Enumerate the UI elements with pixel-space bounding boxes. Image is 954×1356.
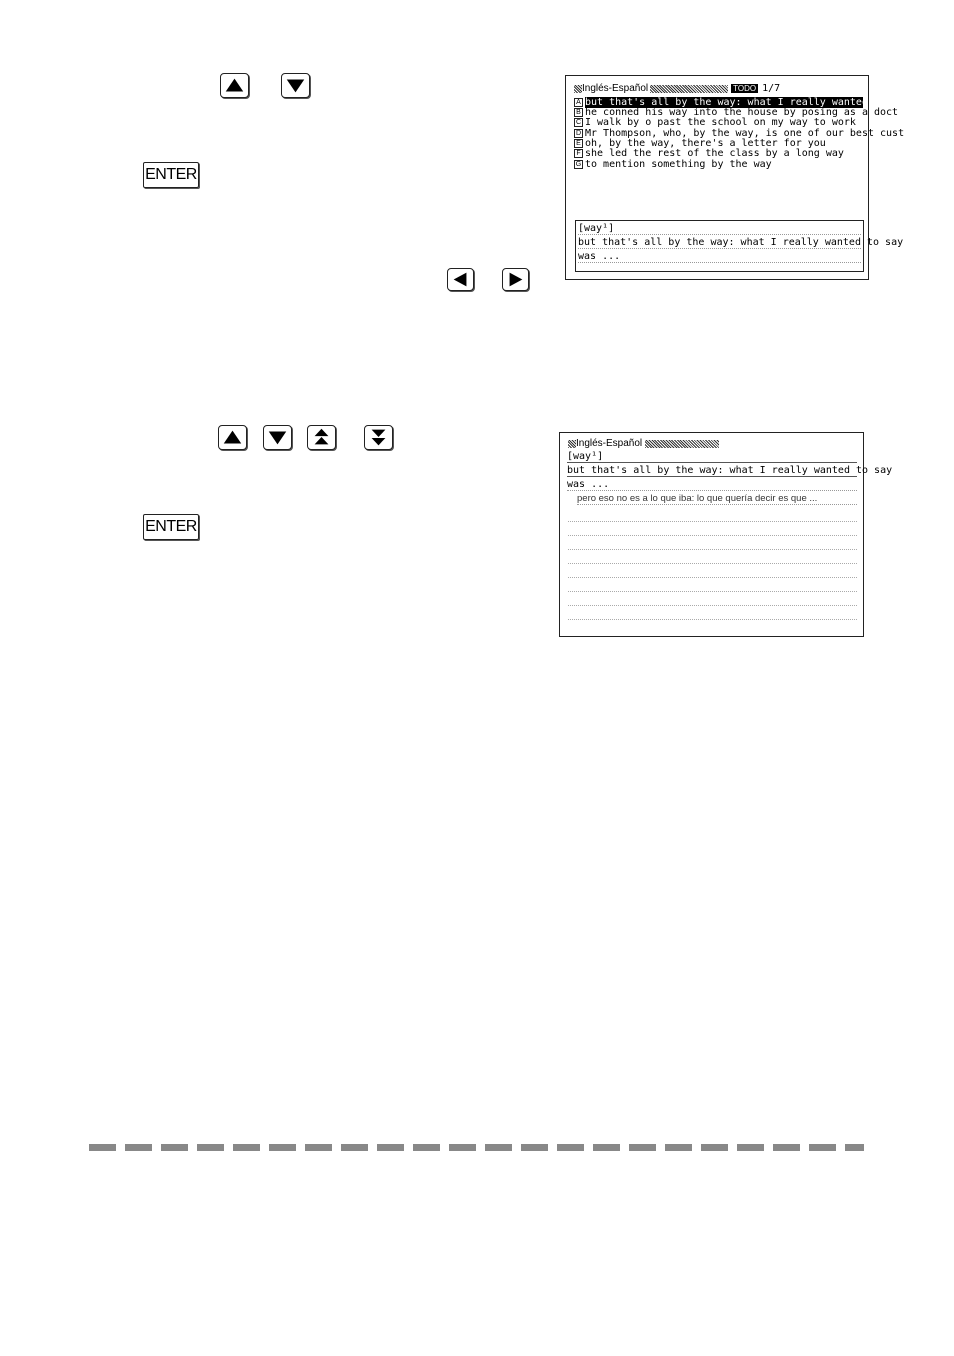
enter-key[interactable]: ENTER bbox=[143, 514, 199, 540]
list-item[interactable]: F she led the rest of the class by a long way bbox=[574, 148, 844, 159]
left-arrow-key[interactable] bbox=[447, 268, 474, 291]
hatch-decoration bbox=[650, 85, 728, 93]
triangle-up-icon bbox=[221, 74, 248, 97]
translation-line: pero eso no es a lo que iba: lo que quería decir es que ... bbox=[577, 493, 857, 505]
page-down-key[interactable] bbox=[364, 425, 393, 450]
divider bbox=[568, 521, 857, 522]
divider bbox=[568, 619, 857, 620]
screen2-titlebar bbox=[568, 438, 719, 449]
list-item[interactable]: A but that's all by the way: what I really wanted to say bbox=[574, 97, 863, 108]
divider bbox=[568, 535, 857, 536]
triangle-right-icon bbox=[503, 269, 528, 290]
screen-example-list bbox=[565, 75, 911, 280]
enter-key[interactable]: ENTER bbox=[143, 162, 199, 188]
triangle-down-icon bbox=[282, 74, 309, 97]
list-item[interactable]: B he conned his way into the house by posing as a doct bbox=[574, 107, 898, 118]
list-item[interactable]: E oh, by the way, there's a letter for you bbox=[574, 138, 826, 149]
list-item[interactable]: G to mention something by the way bbox=[575, 159, 772, 170]
dictionary-title: Inglés-Español bbox=[576, 438, 643, 449]
list-item[interactable]: D Mr Thompson, who, by the way, is one of our best cust bbox=[575, 128, 905, 139]
up-arrow-key[interactable] bbox=[220, 73, 249, 98]
preview-line: [way¹] bbox=[578, 223, 861, 235]
hatch-decoration bbox=[574, 85, 582, 93]
down-arrow-key[interactable] bbox=[281, 73, 310, 98]
triangle-down-icon bbox=[264, 426, 291, 449]
triangle-up-icon bbox=[219, 426, 246, 449]
example-line: was ... bbox=[567, 479, 857, 491]
screen-example-detail bbox=[559, 432, 893, 637]
todo-badge: TODO bbox=[733, 84, 757, 93]
divider bbox=[568, 577, 857, 578]
divider bbox=[568, 549, 857, 550]
list-item[interactable]: C I walk by o past the school on my way to work bbox=[575, 117, 856, 128]
dictionary-title: Inglés-Español bbox=[582, 83, 649, 94]
entry-headword: [way¹] bbox=[567, 451, 857, 463]
example-line: but that's all by the way: what I really wanted to say bbox=[567, 465, 893, 476]
triangle-left-icon bbox=[448, 269, 473, 290]
divider bbox=[568, 605, 857, 606]
page-indicator: 1/7 bbox=[762, 83, 781, 94]
down-arrow-key[interactable] bbox=[263, 425, 292, 450]
hatch-decoration bbox=[645, 440, 719, 448]
page-up-key[interactable] bbox=[307, 425, 336, 450]
divider bbox=[568, 591, 857, 592]
screen1-titlebar bbox=[574, 83, 780, 94]
preview-line: but that's all by the way: what I really wanted to say bbox=[578, 237, 904, 248]
up-arrow-key[interactable] bbox=[218, 425, 247, 450]
preview-line: was ... bbox=[578, 251, 861, 263]
double-triangle-down-icon bbox=[365, 426, 392, 449]
divider bbox=[568, 563, 857, 564]
right-arrow-key[interactable] bbox=[502, 268, 529, 291]
dashed-separator bbox=[89, 1144, 864, 1151]
double-triangle-up-icon bbox=[308, 426, 335, 449]
preview-box bbox=[575, 220, 904, 272]
hatch-decoration bbox=[568, 440, 576, 448]
